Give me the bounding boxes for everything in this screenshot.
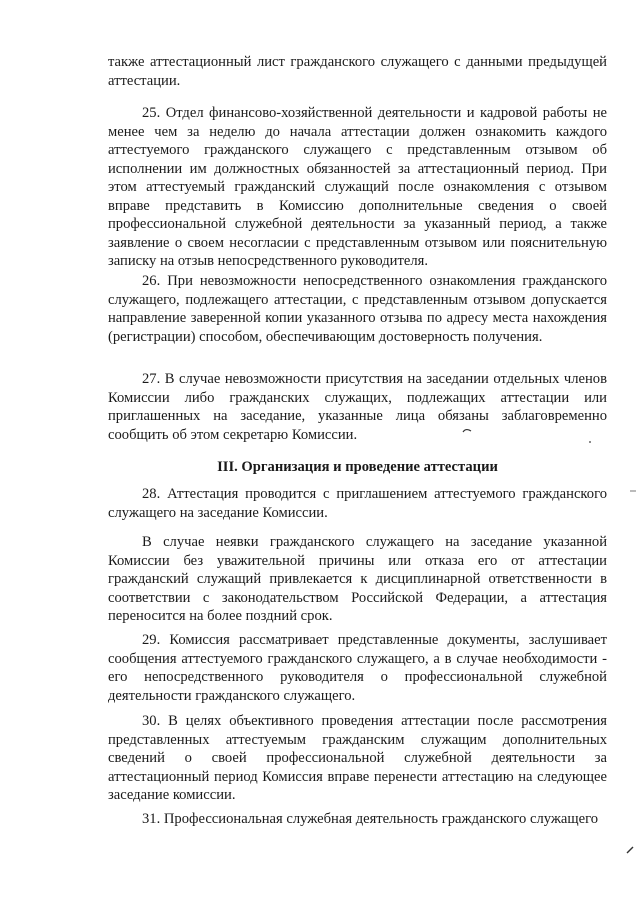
paragraph-28: 28. Аттестация проводится с приглашением аттестуемого гражданского служащего на заседание Комиссии. xyxy=(108,486,607,521)
paragraph-26: 26. При невозможности непосредственного ознакомления гражданского служащего, подлежащего аттестации, с представленным отзывом допускается направление заверенной копии указанного отзыва по адресу места нахождения (регистрации) способом, обеспечивающим достоверность получения. xyxy=(108,273,607,345)
scan-speck-1 xyxy=(462,428,472,434)
paragraph-30: 30. В целях объективного проведения аттестации после рассмотрения представленных аттестуемым гражданским служащим дополнительных сведений о своей профессиональной служебной деятельности за аттестационный период Комиссия вправе перенести аттестацию на следующее заседание комиссии. xyxy=(108,713,607,803)
paragraph-29: 29. Комиссия рассматривает представленные документы, заслушивает сообщения аттестуемого гражданского служащего, а в случае необходимости - его непосредственного руководителя о профессиональной служебной деятельности гражданского служащего. xyxy=(108,632,607,704)
scan-speck-3 xyxy=(626,846,634,854)
paragraph-31: 31. Профессиональная служебная деятельность гражданского служащего xyxy=(142,811,599,827)
paragraph-continuation: также аттестационный лист гражданского служащего с данными предыдущей аттестации. xyxy=(108,54,607,89)
section-heading: III. Организация и проведение аттестации xyxy=(217,459,498,475)
paragraph-28-continuation: В случае неявки гражданского служащего на заседание указанной Комиссии без уважительной причины или отказа его от аттестации гражданский служащий привлекается к дисциплинарной ответственности в соответствии с законодательством Российской Федерации, а аттестация переносится на более поздний срок. xyxy=(108,534,607,624)
scan-speck-2 xyxy=(588,440,592,444)
paragraph-27: 27. В случае невозможности присутствия на заседании отдельных членов Комиссии либо гражданских служащих, подлежащих аттестации или приглашенных на заседание, указанные лица обязаны заблаговременно сообщить об этом секретарю Комиссии. xyxy=(108,371,607,443)
paragraph-25: 25. Отдел финансово-хозяйственной деятельности и кадровой работы не менее чем за неделю до начала аттестации должен ознакомить каждого аттестуемого гражданского служащего с представленным отзывом об исполнении им должностных обязанностей за аттестационный период. При этом аттестуемый гражданский служащий после ознакомления с отзывом вправе представить в Комиссию дополнительные сведения о своей профессиональной служебной деятельности за указанный период, а также заявление о своем несогласии с представленным отзывом или пояснительную записку на отзыв непосредственного руководителя. xyxy=(108,105,607,269)
scan-speck-4 xyxy=(630,490,636,493)
